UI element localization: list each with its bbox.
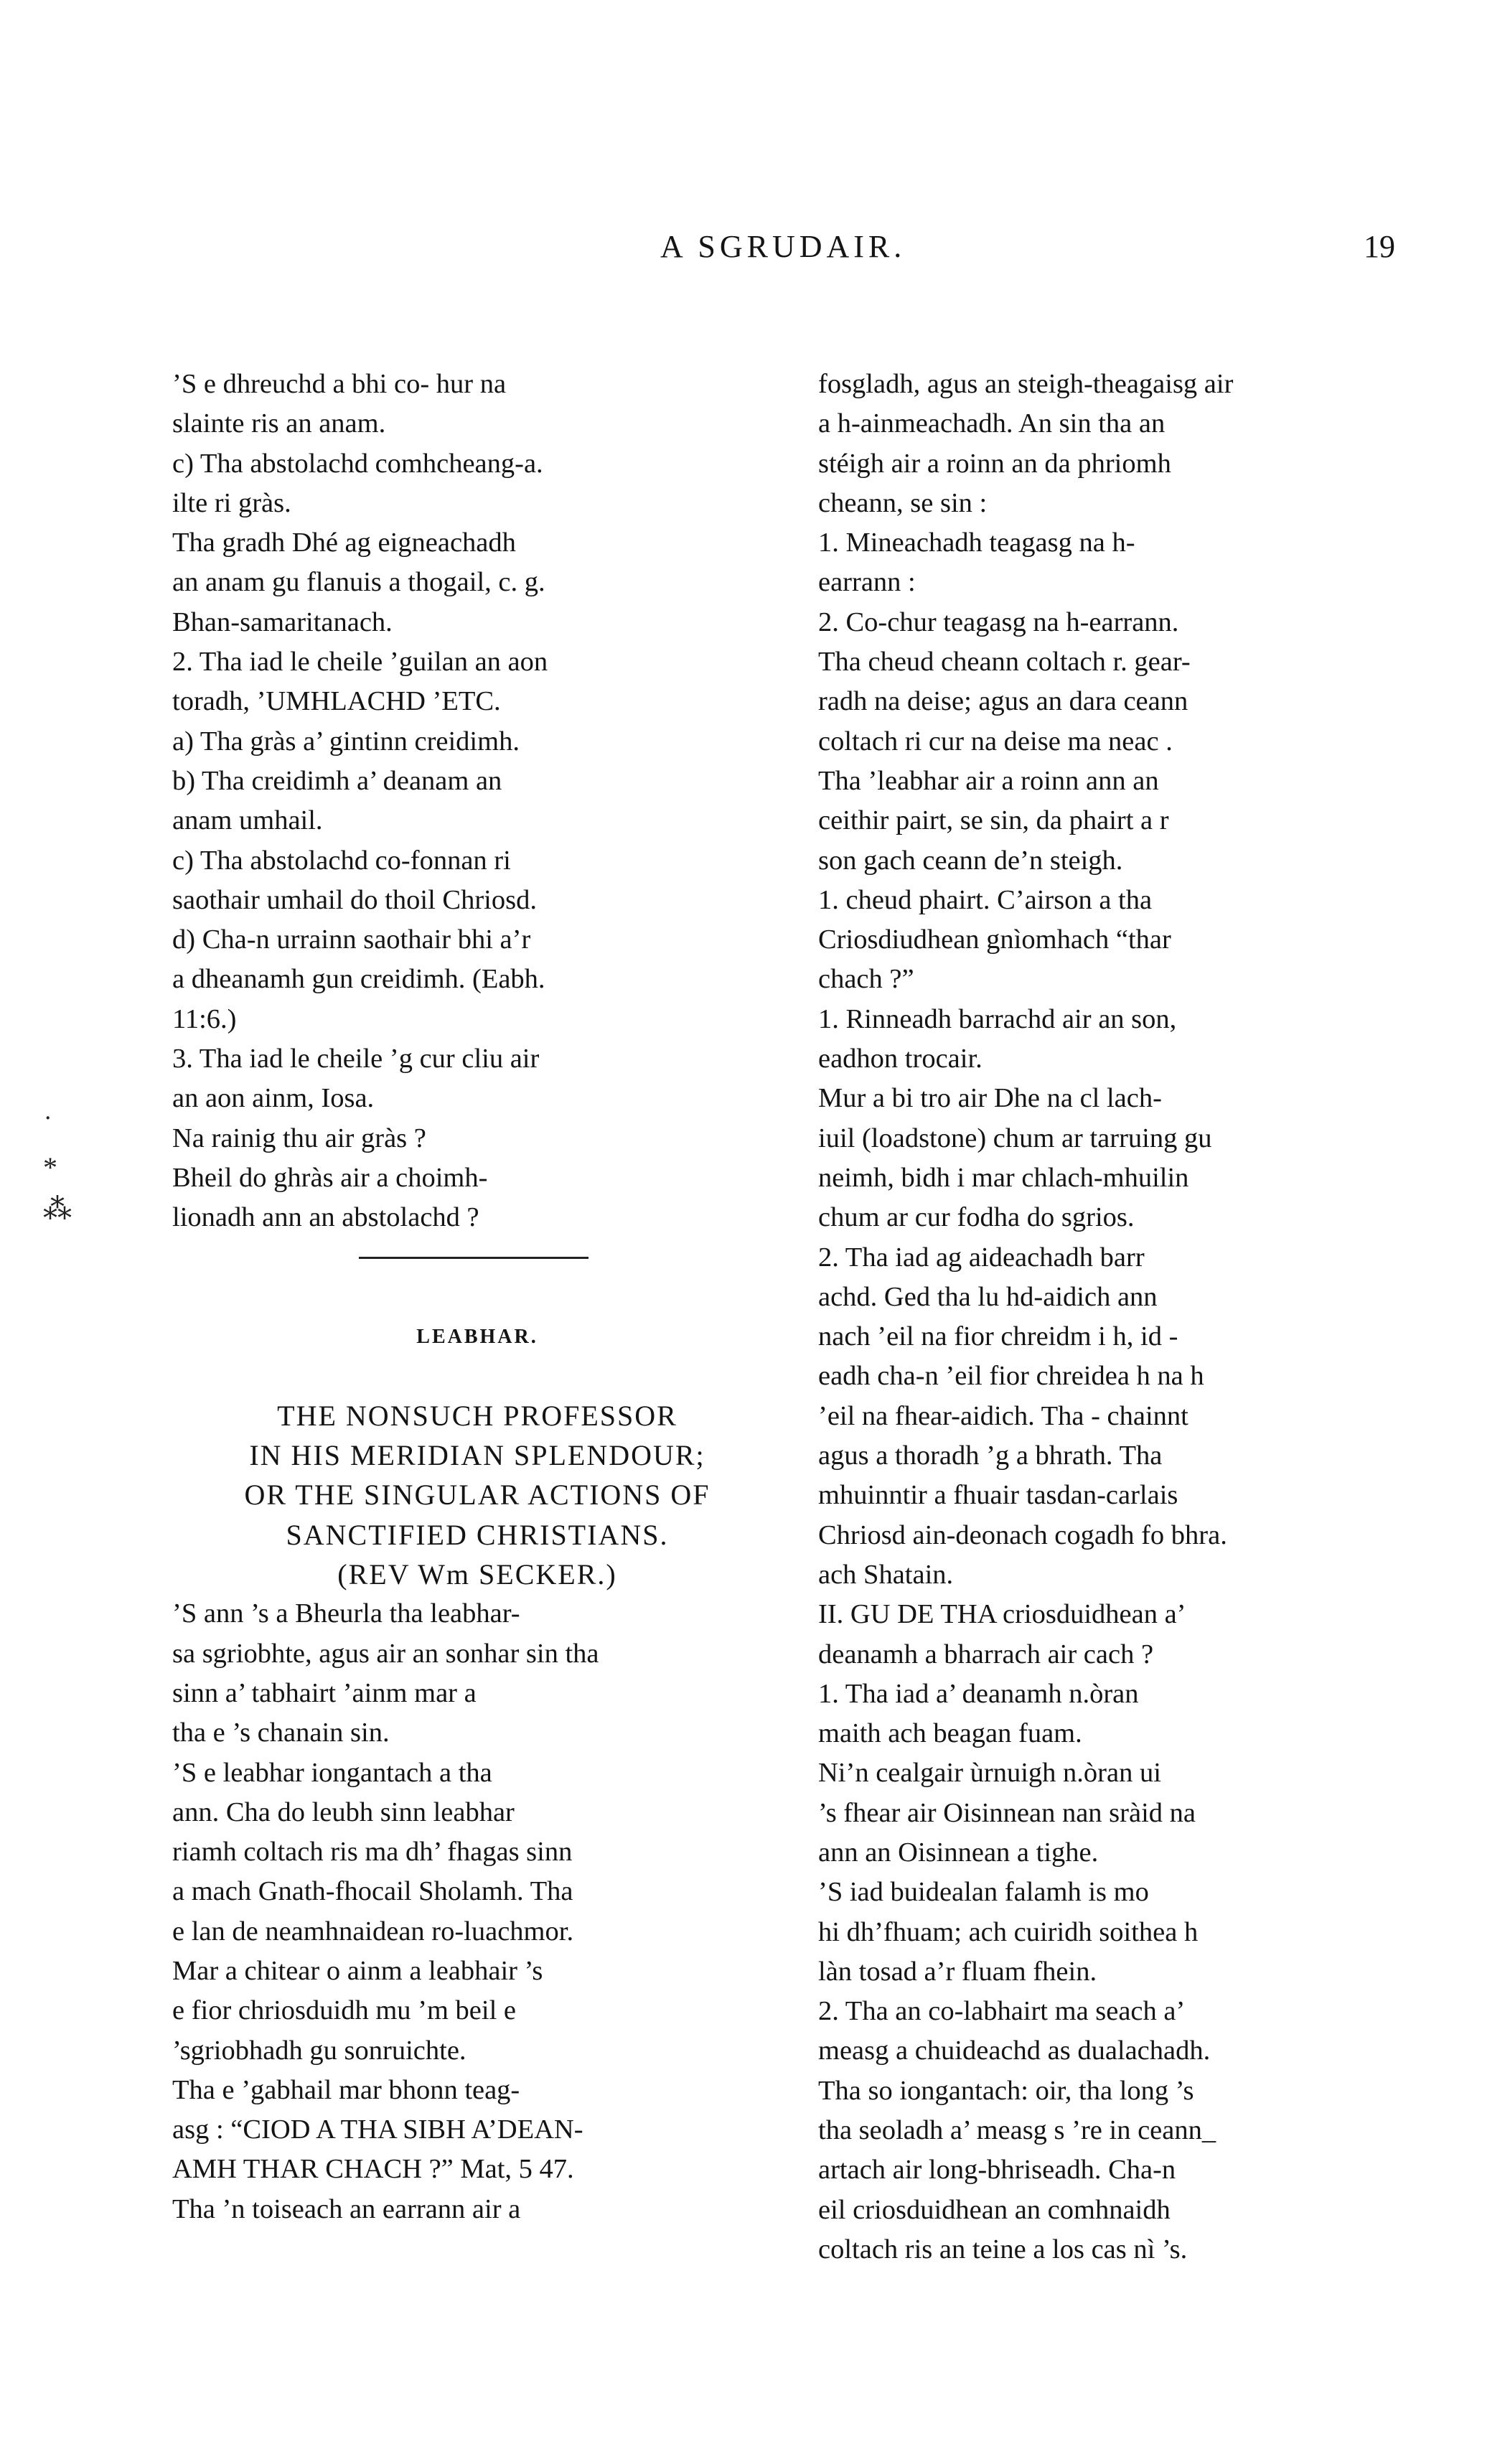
text-line: Na rainig thu air gràs ? bbox=[172, 1123, 426, 1153]
text-line: eadh cha-n ’eil fior chreidea h na h bbox=[818, 1361, 1204, 1392]
text-line: 11:6.) bbox=[172, 1003, 237, 1034]
text-line: ’S ann ’s a Bheurla tha leabhar- bbox=[172, 1598, 520, 1629]
text-line: artach air long-bhriseadh. Cha-n bbox=[818, 2155, 1176, 2186]
margin-mark: ⁂ bbox=[43, 1193, 72, 1225]
text-line: Tha ’n toiseach an earrann air a bbox=[172, 2193, 521, 2224]
text-line: II. GU DE THA criosduidhean a’ bbox=[818, 1599, 1186, 1630]
text-line: ’S e dhreuchd a bhi co- hur na bbox=[172, 369, 507, 399]
text-line: Mar a chitear o ainm a leabhair ’s bbox=[172, 1955, 543, 1986]
section-divider bbox=[172, 1238, 782, 1278]
book-title bbox=[172, 1396, 782, 1594]
right-column bbox=[818, 365, 1414, 2269]
text-line: c) Tha abstolachd comhcheang-a. bbox=[172, 448, 543, 479]
text-line: neimh, bidh i mar chlach-mhuilin bbox=[818, 1162, 1189, 1193]
left-column bbox=[172, 365, 782, 2229]
margin-mark: * bbox=[43, 1151, 57, 1184]
text-line: THE NONSUCH PROFESSOR bbox=[277, 1399, 677, 1432]
divider-rule bbox=[359, 1257, 588, 1259]
text-line: ’S e leabhar iongantach a tha bbox=[172, 1757, 492, 1788]
text-line: asg : “CIOD A THA SIBH A’DEAN- bbox=[172, 2114, 583, 2145]
text-line: b) Tha creidimh a’ deanam an bbox=[172, 765, 502, 796]
text-line: ann an Oisinnean a tighe. bbox=[818, 1837, 1099, 1868]
text-line: ann. Cha do leubh sinn leabhar bbox=[172, 1797, 515, 1827]
text-line: agus a thoradh ’g a bhrath. Tha bbox=[818, 1441, 1163, 1471]
text-line: stéigh air a roinn an da phriomh bbox=[818, 448, 1171, 479]
text-line: son gach ceann de’n steigh. bbox=[818, 845, 1123, 876]
text-line: 2. Tha an co-labhairt ma seach a’ bbox=[818, 1996, 1186, 2027]
text-line: saothair umhail do thoil Chriosd. bbox=[172, 884, 537, 915]
text-line: sa sgriobhte, agus air an sonhar sin tha bbox=[172, 1638, 599, 1669]
text-line: hi dh’fhuam; ach cuiridh soithea h bbox=[818, 1916, 1199, 1947]
running-title: A SGRUDAIR. bbox=[660, 229, 906, 264]
text-line: measg a chuideachd as dualachadh. bbox=[818, 2036, 1211, 2066]
text-line: cheann, se sin : bbox=[818, 487, 988, 518]
text-line: ’eil na fhear-aidich. Tha - chainnt bbox=[818, 1400, 1188, 1431]
text-line: nach ’eil na fior chreidm i h, id - bbox=[818, 1321, 1178, 1352]
text-line: Criosdiudhean gnìomhach “thar bbox=[818, 924, 1171, 955]
text-line: Tha gradh Dhé ag eigneachadh bbox=[172, 528, 516, 558]
text-line: toradh, ’UMHLACHD ’ETC. bbox=[172, 686, 501, 717]
text-line: tha e ’s chanain sin. bbox=[172, 1718, 390, 1748]
page-number: 19 bbox=[1364, 229, 1395, 264]
text-line: Chriosd ain-deonach cogadh fo bhra. bbox=[818, 1519, 1227, 1550]
text-line: AMH THAR CHACH ?” Mat, 5 47. bbox=[172, 2154, 574, 2185]
text-line: Tha ’leabhar air a roinn ann an bbox=[818, 765, 1159, 796]
text-line: a mach Gnath-fhocail Sholamh. Tha bbox=[172, 1876, 573, 1907]
text-line: a) Tha gràs a’ gintinn creidimh. bbox=[172, 726, 520, 756]
text-line: d) Cha-n urrainn saothair bhi a’r bbox=[172, 924, 531, 955]
text-line: 1. Rinneadh barrachd air an son, bbox=[818, 1003, 1177, 1034]
text-line: riamh coltach ris ma dh’ fhagas sinn bbox=[172, 1837, 573, 1868]
margin-marks bbox=[43, 1105, 100, 1278]
text-line: ach Shatain. bbox=[818, 1559, 954, 1590]
text-line: coltach ris an teine a los cas nì ’s. bbox=[818, 2234, 1188, 2264]
page-header bbox=[0, 228, 1510, 278]
text-line: 1. Mineachadh teagasg na h- bbox=[818, 528, 1135, 558]
text-line: tha seoladh a’ measg s ’re in ceann_ bbox=[818, 2115, 1216, 2146]
text-line: chach ?” bbox=[818, 964, 914, 995]
text-line: achd. Ged tha lu hd-aidich ann bbox=[818, 1281, 1158, 1312]
text-line: 2. Tha iad le cheile ’guilan an aon bbox=[172, 647, 548, 678]
text-line: Tha so iongantach: oir, tha long ’s bbox=[818, 2075, 1194, 2106]
left-text-block-2 bbox=[172, 1594, 782, 2229]
text-line: radh na deise; agus an dara ceann bbox=[818, 686, 1188, 717]
text-line: làn tosad a’r fluam fhein. bbox=[818, 1956, 1097, 1987]
text-line: ceithir pairt, se sin, da phairt a r bbox=[818, 805, 1169, 836]
text-line: eil criosduidhean an comhnaidh bbox=[818, 2194, 1171, 2225]
text-line: 2. Tha iad ag aideachadh barr bbox=[818, 1242, 1145, 1273]
text-line: 1. cheud phairt. C’airson a tha bbox=[818, 884, 1153, 915]
text-line: an aon ainm, Iosa. bbox=[172, 1083, 375, 1114]
text-line: Mur a bi tro air Dhe na cl lach- bbox=[818, 1083, 1162, 1114]
text-line: a dheanamh gun creidimh. (Eabh. bbox=[172, 964, 545, 995]
text-line: Tha cheud cheann coltach r. gear- bbox=[818, 647, 1191, 678]
text-line: 2. Co-chur teagasg na h-earrann. bbox=[818, 606, 1179, 637]
text-line: 3. Tha iad le cheile ’g cur cliu air bbox=[172, 1044, 540, 1074]
text-line: OR THE SINGULAR ACTIONS OF bbox=[244, 1479, 711, 1512]
text-line: iuil (loadstone) chum ar tarruing gu bbox=[818, 1123, 1212, 1153]
text-line: coltach ri cur na deise ma neac . bbox=[818, 726, 1173, 756]
text-line: 1. Tha iad a’ deanamh n.òran bbox=[818, 1678, 1139, 1709]
text-line: ’sgriobhadh gu sonruichte. bbox=[172, 2035, 466, 2066]
text-line: Bheil do ghràs air a choimh- bbox=[172, 1162, 488, 1193]
text-line: lionadh ann an abstolachd ? bbox=[172, 1202, 479, 1233]
text-line: c) Tha abstolachd co-fonnan ri bbox=[172, 845, 511, 876]
text-line: maith ach beagan fuam. bbox=[818, 1718, 1082, 1749]
text-line: ’S iad buidealan falamh is mo bbox=[818, 1877, 1149, 1908]
text-line: a h-ainmeachadh. An sin tha an bbox=[818, 408, 1166, 439]
text-line: Bhan-samaritanach. bbox=[172, 606, 393, 637]
text-line: fosgladh, agus an steigh-theagaisg air bbox=[818, 369, 1234, 399]
text-line: slainte ris an anam. bbox=[172, 408, 386, 439]
section-label: LEABHAR. bbox=[416, 1325, 538, 1348]
text-line: chum ar cur fodha do sgrios. bbox=[818, 1202, 1135, 1233]
text-line: Ni’n cealgair ùrnuigh n.òran ui bbox=[818, 1758, 1161, 1789]
text-line: anam umhail. bbox=[172, 805, 323, 836]
right-text-block bbox=[818, 365, 1414, 2269]
text-line: sinn a’ tabhairt ’ainm mar a bbox=[172, 1677, 477, 1708]
text-line: SANCTIFIED CHRISTIANS. bbox=[286, 1518, 669, 1551]
left-text-block bbox=[172, 365, 782, 1238]
text-line: ’s fhear air Oisinnean nan sràid na bbox=[818, 1797, 1196, 1828]
text-line: earrann : bbox=[818, 567, 916, 598]
text-line: eadhon trocair. bbox=[818, 1044, 983, 1074]
text-line: mhuinntir a fhuair tasdan-carlais bbox=[818, 1480, 1178, 1511]
text-line: deanamh a bharrach air cach ? bbox=[818, 1639, 1154, 1669]
text-line: (REV Wm SECKER.) bbox=[337, 1558, 617, 1591]
text-line: IN HIS MERIDIAN SPLENDOUR; bbox=[249, 1439, 705, 1472]
margin-mark: ˙ bbox=[43, 1110, 53, 1142]
text-line: Tha e ’gabhail mar bhonn teag- bbox=[172, 2074, 520, 2105]
text-line: e fior chriosduidh mu ’m beil e bbox=[172, 1995, 516, 2026]
text-line: e lan de neamhnaidean ro-luachmor. bbox=[172, 1916, 574, 1947]
text-line: ilte ri gràs. bbox=[172, 487, 291, 518]
text-line: an anam gu flanuis a thogail, c. g. bbox=[172, 567, 545, 598]
